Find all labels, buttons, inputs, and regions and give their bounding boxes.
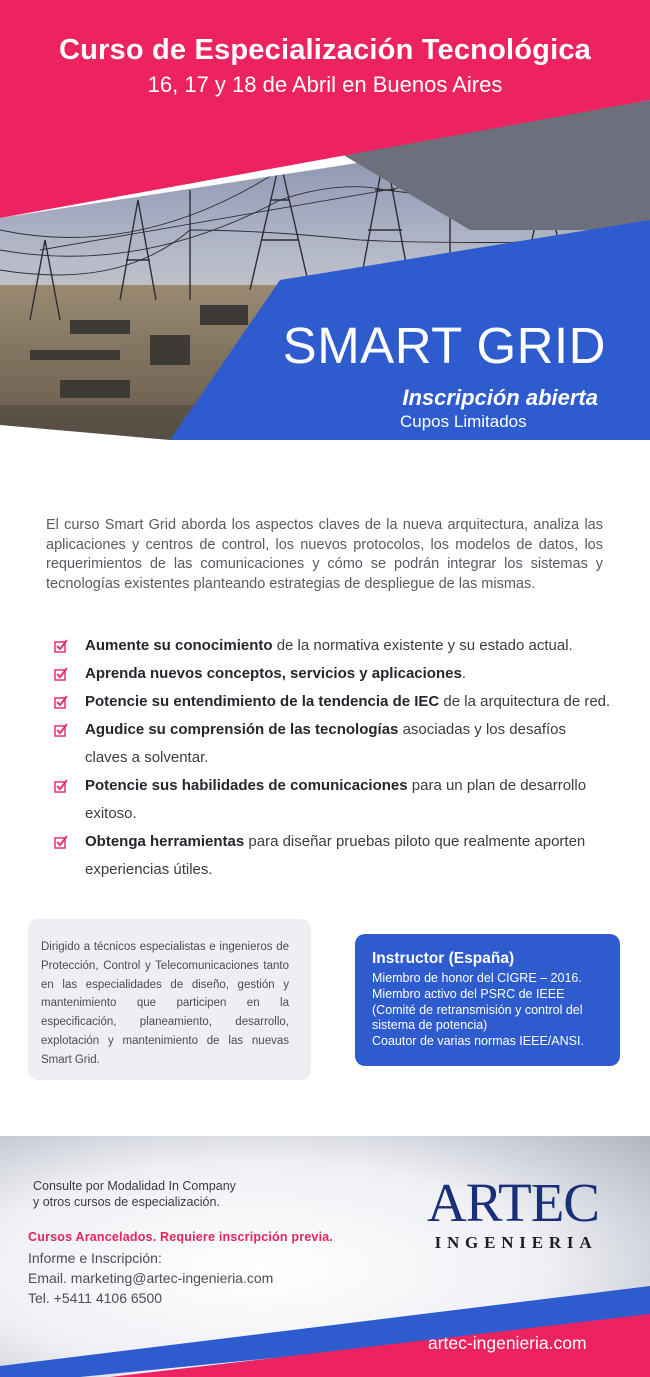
bullet-bold: Potencie su entendimiento de la tendencia de IEC — [85, 693, 440, 710]
phone-number[interactable]: Tel. +5411 4106 6500 — [28, 1290, 163, 1306]
instructor-box — [355, 934, 620, 1066]
artec-logo-subtitle: INGENIERIA — [434, 1233, 598, 1252]
instructor-details — [372, 971, 612, 1050]
instructor-line: (Comité de retransmisión y control del sistema de potencia) — [372, 1002, 583, 1033]
enrollment-status: Inscripción abierta — [402, 385, 598, 410]
bullet-bold: Agudice su comprensión de las tecnologías — [85, 721, 399, 738]
page-title: Curso de Especialización Tecnológica — [58, 34, 592, 66]
bullet-bold: Aumente su conocimiento — [85, 637, 273, 654]
info-label: Informe e Inscripción: — [28, 1250, 162, 1266]
checkbox-check-icon — [54, 835, 68, 849]
instructor-heading: Instructor (España) — [372, 950, 515, 967]
paid-course-notice: Cursos Arancelados. Requiere inscripción previa. — [28, 1230, 334, 1244]
checkbox-check-icon — [54, 723, 68, 737]
checkbox-check-icon — [54, 695, 68, 709]
bullet-text: asociadas y los desafíos claves a solventar. — [85, 721, 566, 766]
checkbox-check-icon — [54, 639, 68, 653]
list-item — [54, 688, 634, 716]
checkbox-check-icon — [54, 779, 68, 793]
instructor-line: Miembro activo del PSRC de IEEE — [372, 986, 565, 1001]
bullet-text: de la arquitectura de red. — [439, 693, 611, 710]
checkbox-check-icon — [54, 667, 68, 681]
bullet-text: de la normativa existente y su estado actual. — [272, 637, 573, 654]
course-name: SMART GRID — [282, 317, 606, 374]
audience-text: Dirigido a técnicos especialistas e ingenieros de Protección, Control y Telecomunicaciones tanto en las especialidades de diseño, gestión y mantenimiento que participen en la especificación, planeamiento, desarrollo, explotación y mantenimiento de las nuevas Smart Grid. — [41, 941, 289, 1066]
consult-line: Consulte por Modalidad In Company — [33, 1179, 236, 1193]
event-dates: 16, 17 y 18 de Abril en Buenos Aires — [147, 72, 503, 97]
list-item — [54, 632, 634, 660]
list-item — [54, 772, 634, 828]
list-item — [54, 828, 605, 884]
list-item — [54, 660, 634, 688]
email-link[interactable]: Email. marketing@artec-ingenieria.com — [28, 1270, 274, 1286]
artec-logo: ARTEC — [427, 1172, 599, 1233]
contact-info — [28, 1248, 273, 1308]
consult-line: y otros cursos de especialización. — [33, 1195, 220, 1209]
bullet-bold: Aprenda nuevos conceptos, servicios y aplicaciones — [85, 665, 462, 682]
seats-notice: Cupos Limitados — [400, 412, 527, 431]
bullet-text: para un plan de desarrollo exitoso. — [85, 777, 587, 822]
instructor-line: Miembro de honor del CIGRE – 2016. — [372, 971, 582, 985]
benefits-list — [54, 632, 634, 884]
intro-paragraph: El curso Smart Grid aborda los aspectos claves de la nueva arquitectura, analiza las aplicaciones y centros de control, los nuevos protocolos, los modelos de datos, los requerimientos de las comunicaciones y cómo se podrán integrar los sistemas y tecnologías existentes planteando estrategias de despliegue de las mismas. — [46, 517, 603, 592]
bullet-bold: Obtenga herramientas — [85, 833, 245, 850]
bullet-text: . — [461, 665, 466, 682]
website-link[interactable]: artec-ingenieria.com — [428, 1333, 587, 1353]
bullet-bold: Potencie sus habilidades de comunicaciones — [85, 777, 408, 794]
bullet-text: para diseñar pruebas piloto que realmente aporten experiencias útiles. — [85, 833, 586, 878]
list-item — [54, 716, 605, 772]
audience-box — [28, 919, 311, 1080]
instructor-line: Coautor de varias normas IEEE/ANSI. — [372, 1034, 584, 1049]
in-company-note — [33, 1178, 293, 1210]
